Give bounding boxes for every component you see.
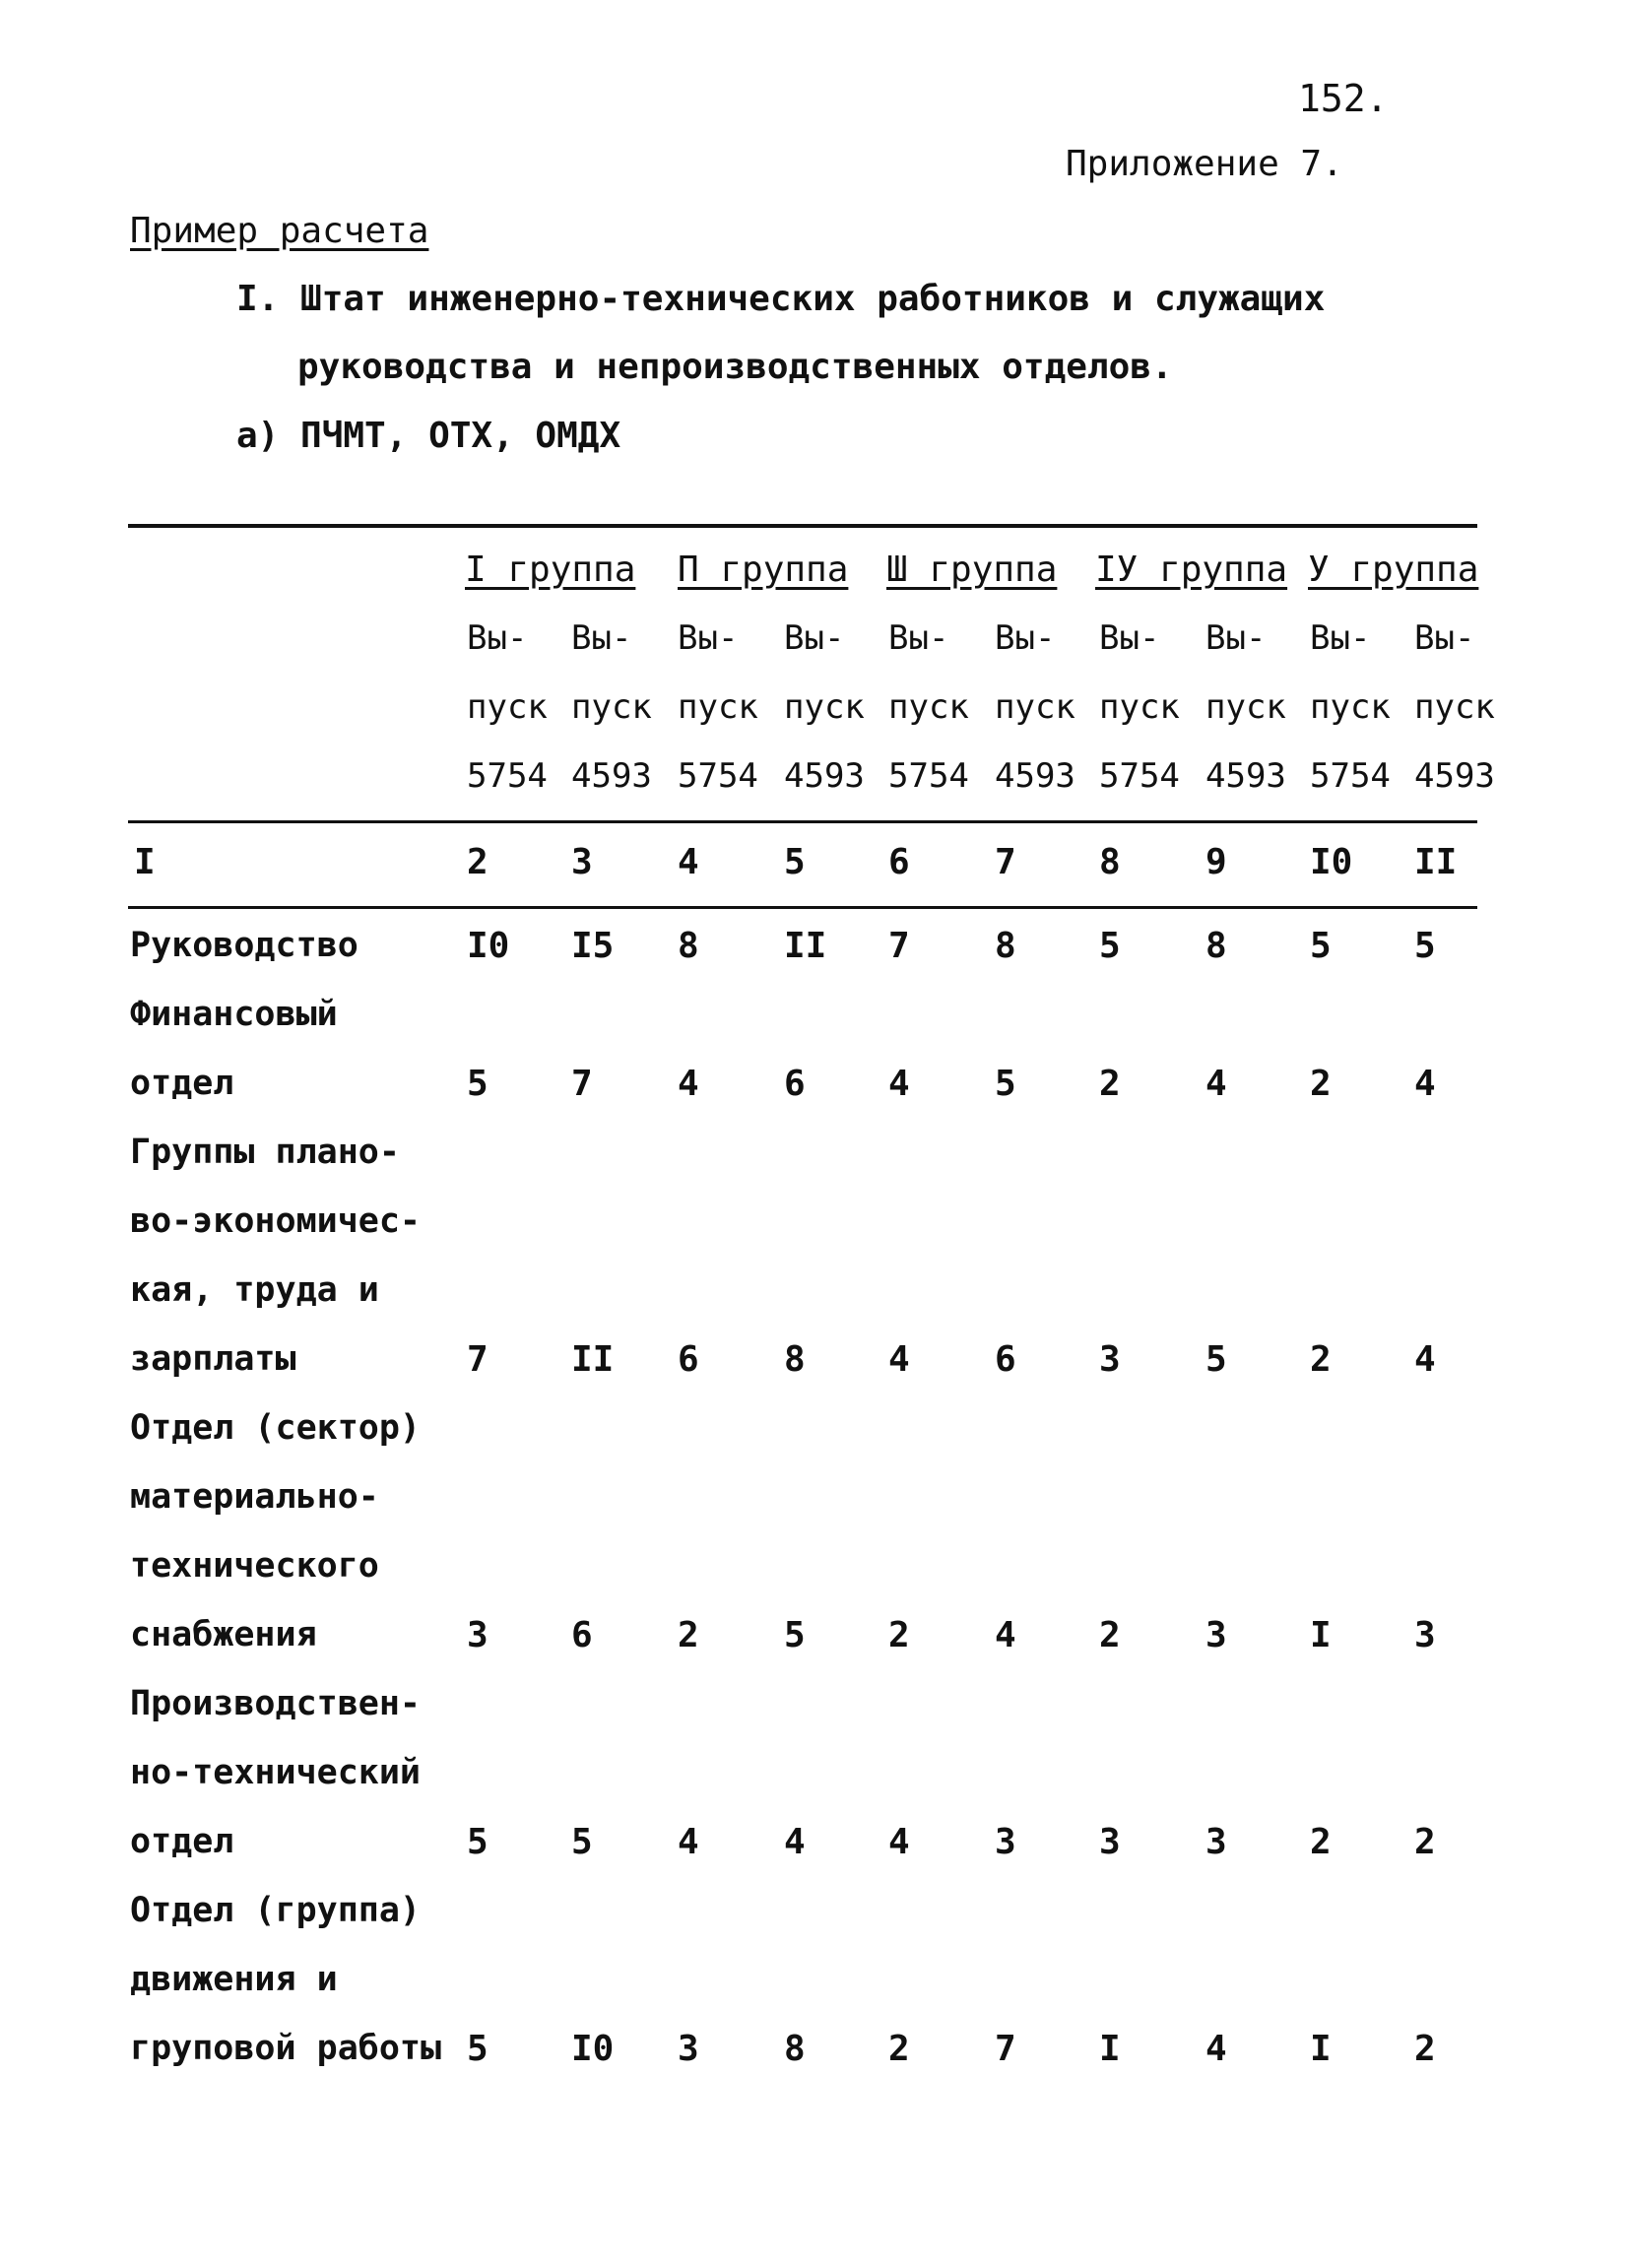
table-cell: 3: [995, 1822, 1016, 1862]
table-cell: I0: [467, 926, 510, 966]
group-header: У группа: [1308, 550, 1479, 590]
table-cell: 3: [1205, 1822, 1227, 1862]
table-cell: 5: [571, 1822, 593, 1862]
table-cell: 8: [784, 1339, 806, 1380]
subheader-cell: 5754: [1099, 756, 1180, 796]
row-label: Группы плано-: [130, 1133, 400, 1172]
table-cell: 4: [888, 1064, 910, 1104]
table-cell: 8: [678, 926, 699, 966]
table-cell: 6: [784, 1064, 806, 1104]
column-number: 4: [678, 842, 699, 882]
row-label: но-технический: [130, 1753, 422, 1792]
subheader-cell: Вы-: [784, 618, 845, 658]
subheader-cell: Вы-: [571, 618, 632, 658]
table-cell: 2: [1310, 1064, 1332, 1104]
table-cell: 5: [995, 1064, 1016, 1104]
row-label: Производствен-: [130, 1684, 422, 1723]
row-label: материально-: [130, 1477, 379, 1517]
row-label: технического: [130, 1546, 379, 1586]
example-title: Пример расчета: [130, 211, 429, 251]
subheader-cell: Вы-: [1310, 618, 1371, 658]
table-cell: 4: [1414, 1339, 1436, 1380]
subheader-cell: 4593: [1205, 756, 1286, 796]
page-number: 152.: [1298, 77, 1389, 120]
table-cell: 7: [571, 1064, 593, 1104]
table-cell: 4: [1205, 2029, 1227, 2069]
subheader-cell: Вы-: [1414, 618, 1475, 658]
column-number: II: [1414, 842, 1458, 882]
row-label: отдел: [130, 1064, 234, 1103]
table-cell: 4: [1205, 1064, 1227, 1104]
table-cell: 6: [995, 1339, 1016, 1380]
subheader-cell: пуск: [678, 687, 758, 727]
table-cell: 2: [1414, 2029, 1436, 2069]
row-label: Отдел (сектор): [130, 1408, 422, 1448]
table-cell: 7: [995, 2029, 1016, 2069]
subheader-cell: 4593: [784, 756, 865, 796]
table-cell: 5: [467, 1064, 488, 1104]
table-cell: 2: [888, 1615, 910, 1655]
subheader-cell: 4593: [995, 756, 1075, 796]
section-heading-line2: руководства и непроизводственных отделов.: [297, 347, 1173, 387]
subheader-cell: пуск: [1414, 687, 1495, 727]
table-cell: 5: [1205, 1339, 1227, 1380]
table-cell: II: [571, 1339, 615, 1380]
subheader-cell: 5754: [467, 756, 548, 796]
column-number: 3: [571, 842, 593, 882]
table-cell: 3: [1099, 1822, 1121, 1862]
column-number: 7: [995, 842, 1016, 882]
table-cell: 5: [1414, 926, 1436, 966]
subheader-cell: пуск: [888, 687, 969, 727]
table-cell: 3: [1414, 1615, 1436, 1655]
table-cell: 8: [1205, 926, 1227, 966]
table-cell: I: [1310, 2029, 1332, 2069]
table-cell: 4: [1414, 1064, 1436, 1104]
appendix-label: Приложение 7.: [1066, 144, 1343, 184]
table-cell: 8: [784, 2029, 806, 2069]
subheader-cell: пуск: [1310, 687, 1391, 727]
table-cell: 2: [1414, 1822, 1436, 1862]
table-cell: 2: [1099, 1064, 1121, 1104]
group-header: П группа: [678, 550, 849, 590]
table-cell: 7: [467, 1339, 488, 1380]
row-label: Руководство: [130, 926, 358, 965]
row-label: зарплаты: [130, 1339, 296, 1379]
table-cell: 5: [467, 1822, 488, 1862]
table-cell: 3: [678, 2029, 699, 2069]
subheader-cell: пуск: [1205, 687, 1286, 727]
table-cell: 5: [1099, 926, 1121, 966]
table-cell: 3: [467, 1615, 488, 1655]
table-cell: 4: [784, 1822, 806, 1862]
table-cell: 7: [888, 926, 910, 966]
row-label: снабжения: [130, 1615, 317, 1654]
table-cell: I0: [571, 2029, 615, 2069]
group-header: I группа: [465, 550, 636, 590]
row-label: Финансовый: [130, 995, 338, 1034]
table-cell: 3: [1099, 1339, 1121, 1380]
table-cell: I5: [571, 926, 615, 966]
subheader-cell: Вы-: [678, 618, 739, 658]
table-cell: 3: [1205, 1615, 1227, 1655]
table-cell: 4: [995, 1615, 1016, 1655]
table-cell: 6: [571, 1615, 593, 1655]
row-label: во-экономичес-: [130, 1201, 422, 1241]
row-label: движения и: [130, 1960, 338, 1999]
column-number: I0: [1310, 842, 1353, 882]
table-cell: 5: [467, 2029, 488, 2069]
table-cell: 2: [1099, 1615, 1121, 1655]
subheader-cell: пуск: [995, 687, 1075, 727]
table-cell: 2: [678, 1615, 699, 1655]
group-header: IУ группа: [1095, 550, 1288, 590]
subheader-cell: 5754: [1310, 756, 1391, 796]
section-heading-line1: I. Штат инженерно-технических работников и служащих: [236, 279, 1326, 319]
table-cell: 2: [888, 2029, 910, 2069]
subheader-cell: Вы-: [888, 618, 949, 658]
column-number: 9: [1205, 842, 1227, 882]
group-header: Ш группа: [886, 550, 1058, 590]
subheader-cell: пуск: [784, 687, 865, 727]
table-cell: 5: [1310, 926, 1332, 966]
table-cell: 8: [995, 926, 1016, 966]
subheader-cell: пуск: [571, 687, 652, 727]
column-number: 5: [784, 842, 806, 882]
column-number: 8: [1099, 842, 1121, 882]
column-number: I: [134, 842, 156, 882]
row-label: груповой работы: [130, 2029, 442, 2068]
table-cell: 2: [1310, 1822, 1332, 1862]
row-label: кая, труда и: [130, 1270, 379, 1310]
table-cell: 2: [1310, 1339, 1332, 1380]
row-label: отдел: [130, 1822, 234, 1861]
subheader-cell: 5754: [678, 756, 758, 796]
table-cell: 4: [888, 1822, 910, 1862]
subheader-cell: 4593: [1414, 756, 1495, 796]
row-label: Отдел (группа): [130, 1891, 422, 1930]
column-number: 6: [888, 842, 910, 882]
subheader-cell: Вы-: [1205, 618, 1267, 658]
subsection-heading: а) ПЧМТ, ОТХ, ОМДХ: [236, 416, 621, 456]
table-cell: I: [1099, 2029, 1121, 2069]
subheader-cell: 5754: [888, 756, 969, 796]
subheader-cell: пуск: [1099, 687, 1180, 727]
column-numbers-rule: [128, 906, 1477, 909]
subheader-cell: Вы-: [467, 618, 528, 658]
header-bottom-rule: [128, 820, 1477, 823]
subheader-cell: Вы-: [995, 618, 1056, 658]
table-cell: 5: [784, 1615, 806, 1655]
table-top-rule: [128, 524, 1477, 528]
table-cell: 6: [678, 1339, 699, 1380]
table-cell: 4: [678, 1822, 699, 1862]
table-cell: 4: [888, 1339, 910, 1380]
subheader-cell: 4593: [571, 756, 652, 796]
subheader-cell: Вы-: [1099, 618, 1160, 658]
table-cell: I: [1310, 1615, 1332, 1655]
column-number: 2: [467, 842, 488, 882]
table-cell: II: [784, 926, 827, 966]
table-cell: 4: [678, 1064, 699, 1104]
subheader-cell: пуск: [467, 687, 548, 727]
